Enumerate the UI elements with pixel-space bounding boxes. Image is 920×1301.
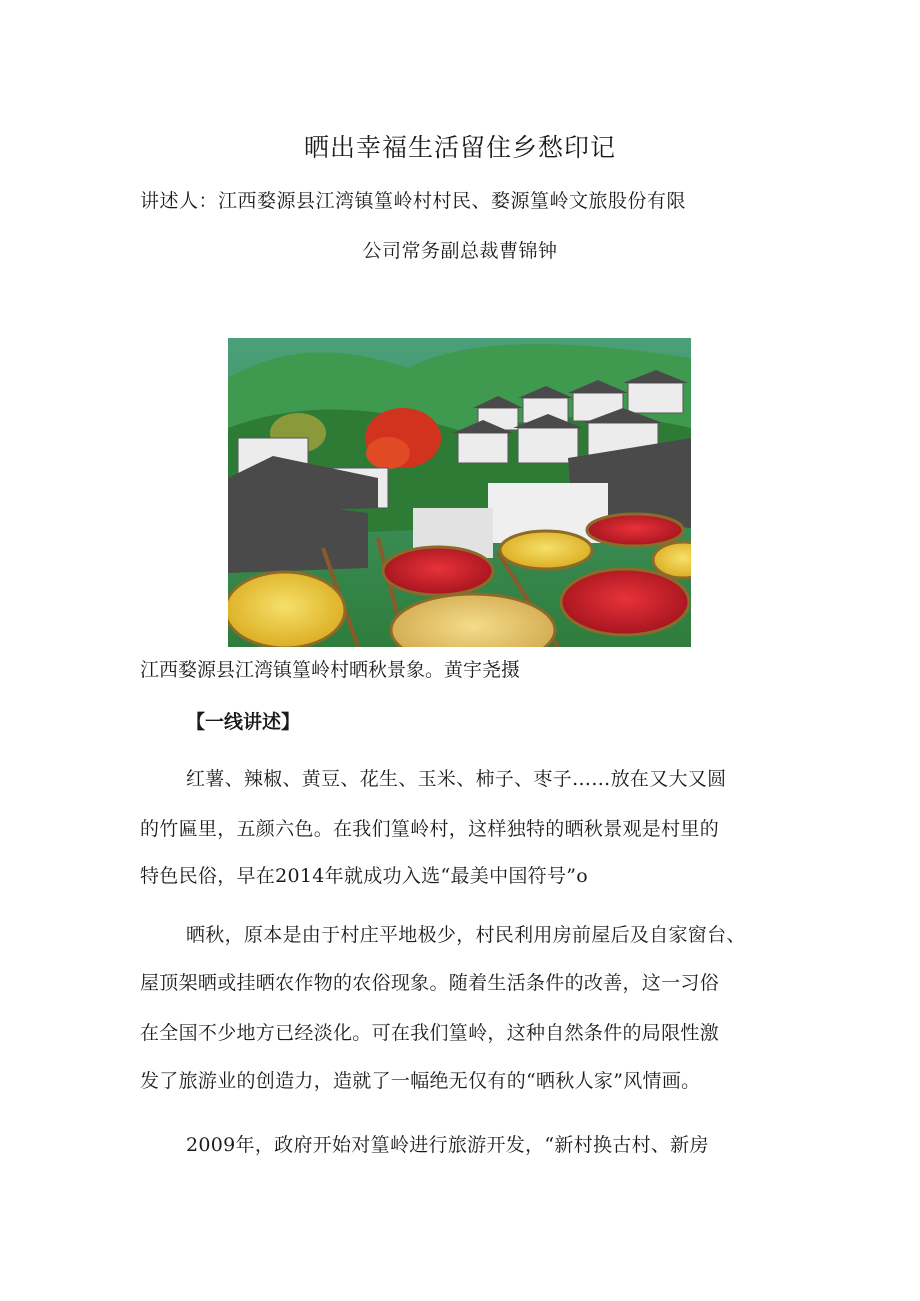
paragraph-3-line-1: 2009年，政府开始对篁岭进行旅游开发，“新村换古村、新房 — [186, 1134, 709, 1156]
paragraph-1-line-2: 的竹匾里，五颜六色。在我们篁岭村，这样独特的晒秋景观是村里的 — [140, 818, 720, 840]
paragraph-1-line-3: 特色民俗，早在2014年就成功入选“最美中国符号”o — [140, 865, 589, 887]
paragraph-1-line-1: 红薯、辣椒、黄豆、花生、玉米、柿子、枣子……放在又大又圆 — [186, 768, 727, 790]
narrator-line-2: 公司常务副总裁曹锦钟 — [362, 240, 558, 262]
paragraph-2-line-2: 屋顶架晒或挂晒农作物的农俗现象。随着生活条件的改善，这一习俗 — [140, 972, 720, 994]
article-title: 晒出幸福生活留住乡愁印记 — [303, 133, 616, 162]
village-drying-photo — [228, 338, 691, 647]
paragraph-2-line-4: 发了旅游业的创造力，造就了一幅绝无仅有的“晒秋人家”风情画。 — [140, 1070, 701, 1092]
paragraph-2-line-1: 晒秋，原本是由于村庄平地极少，村民利用房前屋后及自家窗台、 — [186, 924, 746, 946]
narrator-line-1: 讲述人：江西婺源县江湾镇篁岭村村民、婺源篁岭文旅股份有限 — [140, 190, 687, 212]
section-heading: 【一线讲述】 — [186, 711, 301, 733]
paragraph-2-line-3: 在全国不少地方已经淡化。可在我们篁岭，这种自然条件的局限性激 — [140, 1022, 720, 1044]
photo-caption: 江西婺源县江湾镇篁岭村晒秋景象。黄宇尧摄 — [140, 659, 521, 681]
